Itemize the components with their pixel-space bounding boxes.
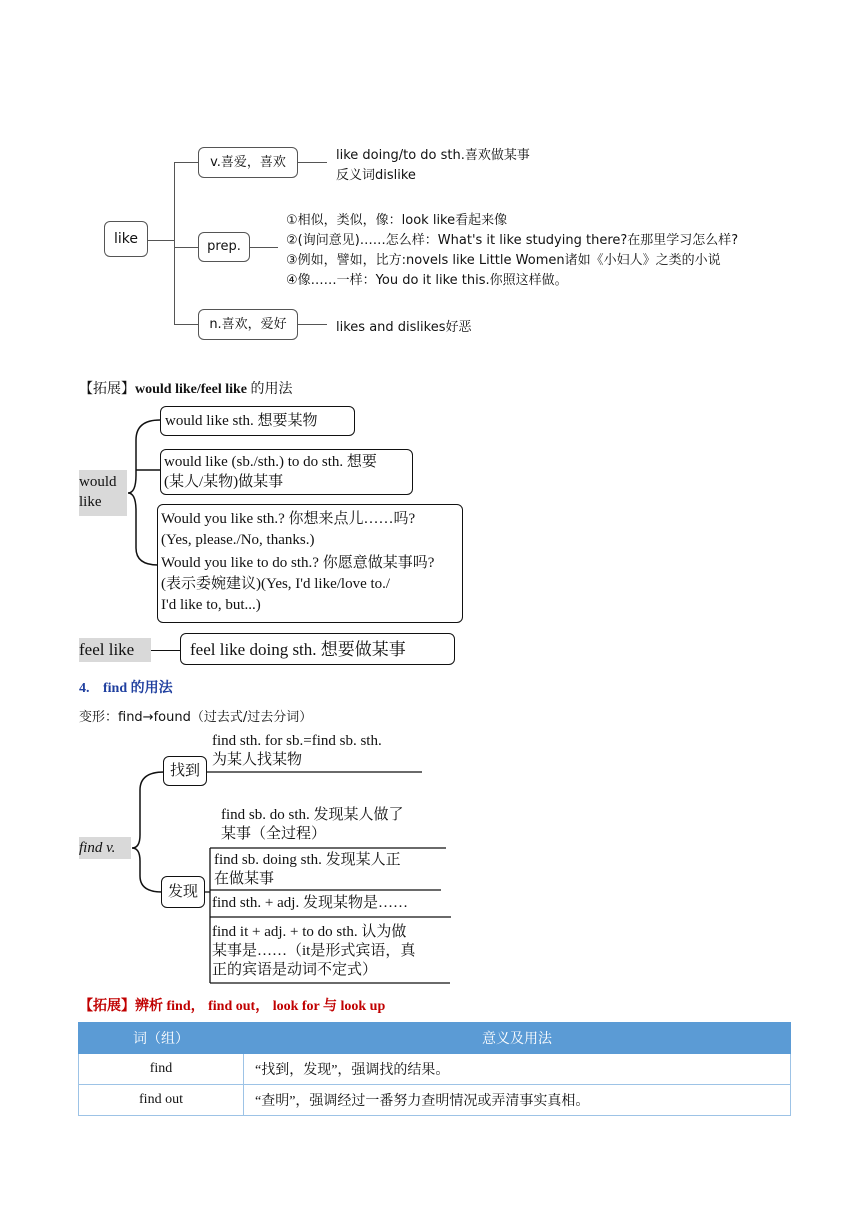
find-branch-1-line-2: 为某人找某物 [212, 752, 303, 768]
would-like-item-2-line-2: (某人/某物)做某事 [164, 474, 284, 490]
extend2-bracket: 【拓展】 [79, 999, 135, 1014]
like-prep-node: prep. [198, 232, 250, 262]
table-cell-term: find out [79, 1085, 244, 1116]
extend2-rest: 辨析 find， find out， look for 与 look up [135, 999, 386, 1014]
extend-bracket: 【拓展】 [79, 382, 135, 397]
find-item-2-line-1: find sb. doing sth. 发现某人正 [214, 852, 401, 868]
find-item-2 [214, 851, 401, 889]
feel-like-root: feel like [79, 638, 151, 662]
find-branch-2-node: 发现 [161, 876, 205, 908]
would-like-root-line-2: like [79, 494, 102, 510]
find-branch-1-text [212, 732, 382, 770]
section-4-title: find 的用法 [103, 681, 173, 696]
would-like-item-3-line-2: (Yes, please./No, thanks.) [161, 532, 315, 548]
like-prep-line-3: ③例如，譬如，比方:novels like Little Women诸如《小妇人》之类的小说 [286, 253, 721, 268]
would-like-item-3-line-1: Would you like sth.? 你想来点儿……吗? [161, 511, 416, 527]
find-item-1-line-1: find sb. do sth. 发现某人做了 [221, 807, 404, 823]
table-cell-meaning: “查明”，强调经过一番努力查明情况或弄清事实真相。 [244, 1085, 791, 1116]
find-item-4-line-2: 某事是……（it是形式宾语，真 [212, 943, 416, 959]
like-prep-line-1: ①相似，类似，像：look like看起来像 [286, 213, 508, 228]
extend-heading-2 [79, 995, 385, 1015]
table-cell-meaning: “找到，发现”，强调找的结果。 [244, 1054, 791, 1085]
would-like-item-2-line-1: would like (sb./sth.) to do sth. 想要 [164, 454, 377, 470]
like-noun-line: likes and dislikes好恶 [336, 320, 472, 335]
would-like-root-line-1: would [79, 474, 117, 490]
table-header-cell: 词（组） [79, 1023, 244, 1054]
find-branch-1-line-1: find sth. for sb.=find sb. sth. [212, 733, 382, 749]
find-item-4-line-3: 正的宾语是动词不定式） [212, 962, 378, 978]
find-root-label: find v. [79, 840, 116, 856]
find-item-4 [212, 923, 415, 980]
extend-bold-term: would like/feel like [135, 382, 247, 397]
find-branch-1-node: 找到 [163, 756, 207, 786]
feel-like-item: feel like doing sth. 想要做某事 [180, 633, 455, 665]
find-item-3-line-1: find sth. + adj. 发现某物是…… [212, 895, 408, 911]
table-header-cell: 意义及用法 [244, 1023, 791, 1054]
like-verb-line-1: like doing/to do sth.喜欢做某事 [336, 148, 530, 163]
table-cell-term: find [79, 1054, 244, 1085]
like-root-node: like [104, 221, 148, 257]
would-like-item-3-line-3: Would you like to do sth.? 你愿意做某事吗? [161, 555, 435, 571]
variant-text: 变形：find→found（过去式/过去分词） [79, 710, 313, 725]
find-item-4-line-1: find it + adj. + to do sth. 认为做 [212, 924, 407, 940]
section-4-number: 4. [79, 681, 90, 696]
like-verb-node: v.喜爱，喜欢 [198, 147, 298, 178]
like-prep-line-2: ②(询问意见)……怎么样：What's it like studying there?在那里学习怎么样? [286, 233, 739, 248]
find-root [79, 837, 131, 859]
table-header-row [79, 1023, 791, 1054]
find-item-3 [212, 894, 408, 913]
table-row [79, 1054, 791, 1085]
like-prep-line-4: ④像……一样：You do it like this.你照这样做。 [286, 273, 568, 288]
table-row [79, 1085, 791, 1116]
would-like-item-1: would like sth. 想要某物 [160, 406, 355, 436]
extend-rest: 的用法 [247, 382, 293, 397]
comparison-table [78, 1022, 791, 1116]
find-item-1-line-2: 某事（全过程） [221, 826, 327, 842]
like-noun-node: n.喜欢，爱好 [198, 309, 298, 340]
find-item-2-line-2: 在做某事 [214, 871, 275, 887]
like-verb-line-2: 反义词dislike [336, 168, 416, 183]
would-like-item-3-line-4: (表示委婉建议)(Yes, I'd like/love to./ [161, 576, 391, 592]
find-item-1 [221, 806, 404, 844]
would-like-item-3-line-5: I'd like to, but...) [161, 597, 261, 613]
